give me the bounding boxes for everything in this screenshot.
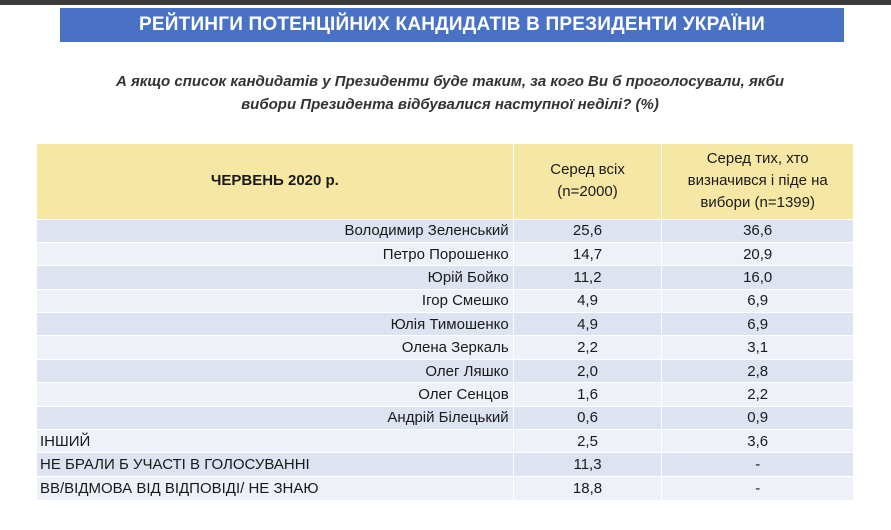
column-header-all-line-2: (n=2000) xyxy=(557,183,618,201)
column-header-all xyxy=(513,144,662,219)
value-decided: - xyxy=(662,476,853,499)
top-border xyxy=(0,0,891,5)
table-row xyxy=(37,430,853,453)
table-row xyxy=(37,383,853,406)
candidate-name: Олег Ляшко xyxy=(37,359,513,382)
column-header-all-line-1: Серед всіх xyxy=(550,161,625,179)
table-row xyxy=(37,453,853,476)
table-row xyxy=(37,219,853,242)
value-all: 1,6 xyxy=(513,383,662,406)
table-row xyxy=(37,242,853,265)
candidate-name: Олег Сенцов xyxy=(37,383,513,406)
table-row xyxy=(37,336,853,359)
value-decided: 2,8 xyxy=(662,359,853,382)
question-line-2: вибори Президента відбувалися наступної неділі? (%) xyxy=(241,96,659,113)
table-header-row xyxy=(37,144,853,219)
value-decided: 3,6 xyxy=(662,430,853,453)
value-all: 18,8 xyxy=(513,476,662,499)
column-header-decided-line-1: Серед тих, хто xyxy=(706,150,809,168)
value-all: 11,2 xyxy=(513,266,662,289)
table-row xyxy=(37,266,853,289)
table-row xyxy=(37,359,853,382)
value-all: 4,9 xyxy=(513,313,662,336)
value-decided: 36,6 xyxy=(662,219,853,242)
value-decided: 16,0 xyxy=(662,266,853,289)
column-header-decided-line-3: вибори (n=1399) xyxy=(700,194,815,212)
page-title: РЕЙТИНГИ ПОТЕНЦІЙНИХ КАНДИДАТІВ В ПРЕЗИДЕНТИ УКРАЇНИ xyxy=(60,8,844,42)
candidate-name: Петро Порошенко xyxy=(37,242,513,265)
value-all: 2,0 xyxy=(513,359,662,382)
category-name: НЕ БРАЛИ Б УЧАСТІ В ГОЛОСУВАННІ xyxy=(37,453,513,476)
value-decided: 6,9 xyxy=(662,313,853,336)
category-name: ІНШИЙ xyxy=(37,430,513,453)
table-row xyxy=(37,476,853,499)
value-all: 2,5 xyxy=(513,430,662,453)
table-row xyxy=(37,313,853,336)
value-decided: 6,9 xyxy=(662,289,853,312)
candidate-name: Ігор Смешко xyxy=(37,289,513,312)
value-decided: 0,9 xyxy=(662,406,853,429)
value-all: 14,7 xyxy=(513,242,662,265)
survey-question xyxy=(40,70,860,116)
candidate-name: Володимир Зеленський xyxy=(37,219,513,242)
value-decided: 2,2 xyxy=(662,383,853,406)
question-line-1: А якщо список кандидатів у Президенти буде таким, за кого Ви б проголосували, якби xyxy=(115,73,785,90)
value-all: 2,2 xyxy=(513,336,662,359)
category-name: ВВ/ВІДМОВА ВІД ВІДПОВІДІ/ НЕ ЗНАЮ xyxy=(37,476,513,499)
period-header: ЧЕРВЕНЬ 2020 р. xyxy=(210,172,339,190)
candidate-name: Андрій Білецький xyxy=(37,406,513,429)
column-header-decided-line-2: визначився і піде на xyxy=(687,172,828,190)
value-all: 11,3 xyxy=(513,453,662,476)
value-all: 25,6 xyxy=(513,219,662,242)
column-header-decided xyxy=(662,144,853,219)
value-decided: 20,9 xyxy=(662,242,853,265)
candidate-name: Олена Зеркаль xyxy=(37,336,513,359)
candidate-name: Юлія Тимошенко xyxy=(37,313,513,336)
value-all: 4,9 xyxy=(513,289,662,312)
candidate-name: Юрій Бойко xyxy=(37,266,513,289)
value-decided: 3,1 xyxy=(662,336,853,359)
table-row xyxy=(37,406,853,429)
value-all: 0,6 xyxy=(513,406,662,429)
value-decided: - xyxy=(662,453,853,476)
table-row xyxy=(37,289,853,312)
ratings-table xyxy=(37,144,853,500)
